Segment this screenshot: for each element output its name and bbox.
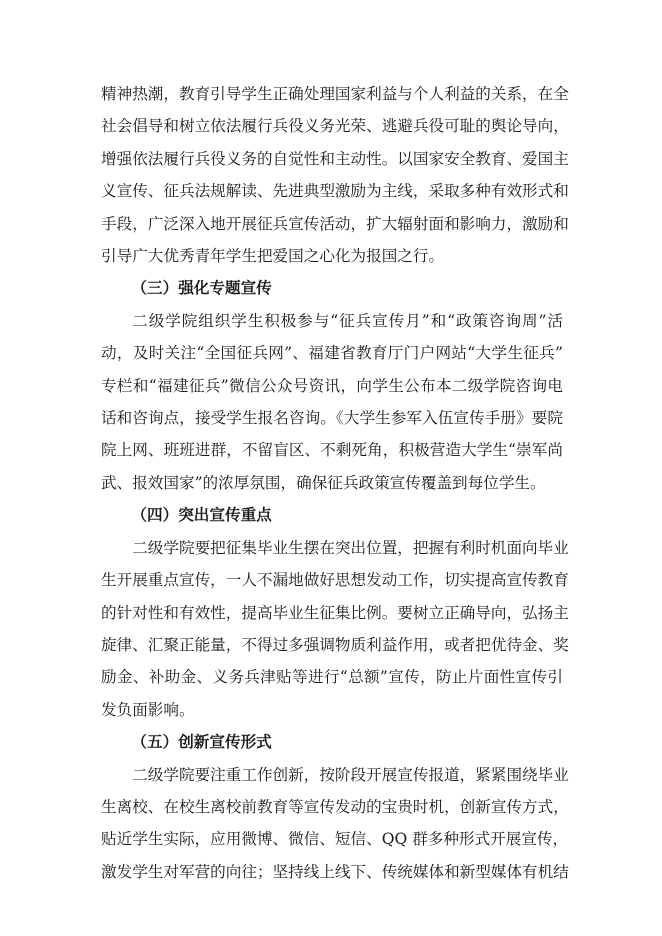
- text-line: 旋律、汇聚正能量，不得过多强调物质利益作用，或者把优待金、奖: [101, 635, 569, 654]
- text-line: 专栏和“福建征兵”微信公众号资讯，向学生公布本二级学院咨询电: [101, 376, 563, 395]
- text-line: 动，及时关注“全国征兵网”、福建省教育厅门户网站“大学生征兵”: [101, 344, 563, 363]
- text-line: 增强依法履行兵役义务的自觉性和主动性。以国家安全教育、爱国主: [101, 149, 569, 168]
- text-line: 院上网、班班进群，不留盲区、不剩死角，积极营造大学生“崇军尚: [101, 441, 563, 460]
- text-line: 手段，广泛深入地开展征兵宣传活动，扩大辐射面和影响力，激励和: [101, 214, 569, 233]
- text-line: 生离校、在校生离校前教育等宣传发动的宝贵时机，创新宣传方式，: [101, 797, 569, 816]
- text-line: 引导广大优秀青年学生把爱国之心化为报国之行。: [101, 247, 445, 266]
- text-line: 义宣传、征兵法规解读、先进典型激励为主线，采取多种有效形式和: [101, 182, 569, 201]
- text-line: 励金、补助金、义务兵津贴等进行“总额”宣传，防止片面性宣传引: [101, 668, 563, 687]
- paragraph-special-publicity: [101, 305, 563, 499]
- text-line: 发负面影响。: [101, 700, 195, 719]
- paragraph-key-focus: [101, 532, 569, 726]
- paragraph-innovation: [101, 759, 569, 889]
- text-line: 武、报效国家”的浓厚氛围，确保征兵政策宣传覆盖到每位学生。: [101, 473, 546, 492]
- text-line: 二级学院要把征集毕业生摆在突出位置，把握有利时机面向毕业: [132, 538, 569, 557]
- text-line: 贴近学生实际，应用微博、微信、短信、QQ 群多种形式开展宣传，: [101, 830, 569, 849]
- text-line: 激发学生对军营的向往；坚持线上线下、传统媒体和新型媒体有机结: [101, 862, 569, 881]
- text-line: 精神热潮，教育引导学生正确处理国家利益与个人利益的关系，在全: [101, 85, 569, 103]
- document-page: [101, 78, 569, 888]
- text-line: 生开展重点宣传，一人不漏地做好思想发动工作，切实提高宣传教育: [101, 571, 569, 590]
- section-heading-4: （四）突出宣传重点: [131, 506, 272, 525]
- text-line: 的针对性和有效性，提高毕业生征集比例。要树立正确导向，弘扬主: [101, 603, 569, 622]
- text-line: 二级学院要注重工作创新，按阶段开展宣传报道，紧紧围绕毕业: [132, 765, 569, 784]
- text-line: 二级学院组织学生积极参与“征兵宣传月”和“政策咨询周”活: [132, 311, 563, 330]
- section-heading-3: （三）强化专题宣传: [131, 279, 272, 298]
- text-line: 社会倡导和树立依法履行兵役义务光荣、逃避兵役可耻的舆论导向，: [101, 117, 569, 136]
- section-heading-5: （五）创新宣传形式: [131, 733, 272, 752]
- text-line: 话和咨询点，接受学生报名咨询。《大学生参军入伍宣传手册》要院: [101, 409, 563, 428]
- paragraph-patriotism-continued: [101, 78, 569, 272]
